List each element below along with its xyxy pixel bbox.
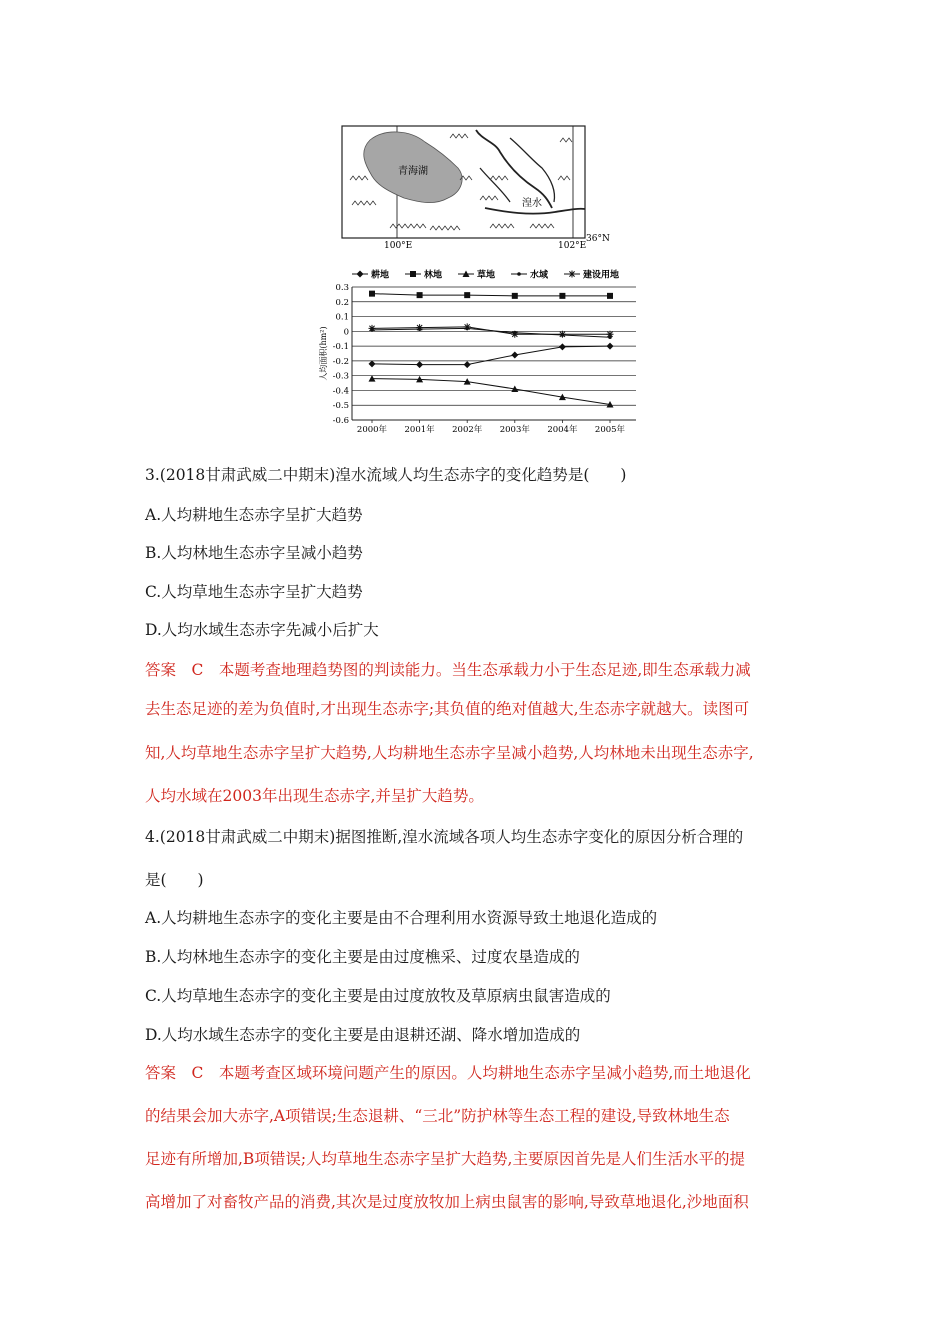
y-tick-label: 0.2: [335, 297, 349, 308]
legend-marker: [517, 272, 521, 276]
series-0-point: [607, 343, 614, 350]
x-tick-label: 2005年: [594, 425, 626, 435]
legend-marker: [410, 271, 416, 277]
series-1-point: [607, 293, 613, 299]
legend-label: 水域: [530, 270, 549, 281]
q3-option-b: B.人均林地生态赤字呈减小趋势: [145, 544, 363, 562]
river-label: 湟水: [522, 198, 542, 209]
legend-label: 建设用地: [583, 270, 620, 281]
series-1-point: [369, 291, 375, 297]
x-tick-label: 2000年: [356, 425, 388, 435]
y-tick-label: -0.5: [332, 401, 349, 412]
y-tick-label: -0.3: [332, 371, 349, 382]
series-4-point: [559, 331, 566, 338]
x-tick-label: 2004年: [547, 425, 578, 435]
q4-answer-line-1: 答案 C 本题考查区域环境问题产生的原因。人均耕地生态赤字呈减小趋势,而土地退化: [145, 1064, 751, 1082]
q3-answer-line-3: 知,人均草地生态赤字呈扩大趋势,人均耕地生态赤字呈减小趋势,人均林地未出现生态赤字,: [145, 744, 754, 762]
x-tick-label: 2003年: [499, 425, 530, 435]
series-4-point: [416, 324, 423, 331]
q4-stem-line-1: 4.(2018甘肃武威二中期末)据图推断,湟水流域各项人均生态赤字变化的原因分析合理的: [145, 828, 744, 846]
y-tick-label: -0.1: [332, 342, 349, 353]
y-tick-label: 0.3: [335, 283, 349, 293]
q3-option-d: D.人均水域生态赤字先减小后扩大: [145, 621, 379, 639]
series-line-2: [372, 379, 610, 405]
series-0-point: [559, 343, 566, 350]
series-1-point: [464, 292, 470, 298]
q3-answer-line-1: 答案 C 本题考查地理趋势图的判读能力。当生态承载力小于生态足迹,即生态承载力减: [145, 661, 751, 679]
ecological-deficit-chart: [319, 262, 650, 440]
q3-answer-line-4: 人均水域在2003年出现生态赤字,并呈扩大趋势。: [145, 787, 484, 805]
y-tick-label: 0.1: [335, 312, 349, 323]
series-4-point: [369, 325, 376, 332]
x-tick-label: 2002年: [452, 425, 483, 435]
y-axis-label: 人均面积(hm²): [319, 326, 328, 381]
legend-label: 林地: [424, 270, 443, 281]
series-0-point: [511, 351, 518, 358]
series-4-point: [464, 323, 471, 330]
q4-stem-line-2: 是( ): [145, 871, 204, 889]
q3-stem: 3.(2018甘肃武威二中期末)湟水流域人均生态赤字的变化趋势是( ): [145, 466, 627, 484]
series-1-point: [417, 292, 423, 298]
y-tick-label: -0.6: [332, 416, 349, 426]
q4-answer-line-4: 高增加了对畜牧产品的消费,其次是过度放牧加上病虫鼠害的影响,导致草地退化,沙地面积: [145, 1193, 749, 1211]
series-4-point: [511, 331, 518, 338]
series-line-3: [372, 328, 610, 337]
q4-option-c: C.人均草地生态赤字的变化主要是由过度放牧及草原病虫鼠害造成的: [145, 987, 611, 1005]
q4-answer-line-3: 足迹有所增加,B项错误;人均草地生态赤字呈扩大趋势,主要原因首先是人们生活水平的提: [145, 1150, 745, 1168]
lon-right-label: 102°E: [558, 241, 587, 251]
legend-label: 草地: [477, 270, 496, 281]
lat-label: 36°N: [586, 234, 610, 244]
q3-answer-line-2: 去生态足迹的差为负值时,才出现生态赤字;其负值的绝对值越大,生态赤字就越大。读图可: [145, 700, 750, 718]
x-tick-label: 2001年: [404, 425, 435, 435]
legend-marker: [569, 271, 576, 278]
series-line-4: [372, 327, 610, 334]
q4-option-b: B.人均林地生态赤字的变化主要是由过度樵采、过度农垦造成的: [145, 948, 580, 966]
y-tick-label: 0: [343, 327, 349, 338]
series-1-point: [512, 293, 518, 299]
q4-answer-line-2: 的结果会加大赤字,A项错误;生态退耕、“三北”防护林等生态工程的建设,导致林地生态: [145, 1107, 730, 1125]
series-line-0: [372, 346, 610, 364]
series-0-point: [369, 360, 376, 367]
legend-marker: [357, 271, 364, 278]
q4-option-a: A.人均耕地生态赤字的变化主要是由不合理利用水资源导致土地退化造成的: [145, 909, 658, 927]
series-1-point: [559, 293, 565, 299]
q4-option-d: D.人均水域生态赤字的变化主要是由退耕还湖、降水增加造成的: [145, 1026, 581, 1044]
series-line-1: [372, 294, 610, 296]
q3-option-a: A.人均耕地生态赤字呈扩大趋势: [145, 506, 363, 524]
y-tick-label: -0.2: [332, 356, 349, 367]
series-0-point: [416, 361, 423, 368]
series-0-point: [464, 361, 471, 368]
lake-label: 青海湖: [398, 166, 428, 177]
q3-option-c: C.人均草地生态赤字呈扩大趋势: [145, 583, 363, 601]
legend-label: 耕地: [371, 270, 390, 281]
lon-left-label: 100°E: [384, 241, 413, 251]
qinghai-map: [330, 120, 625, 260]
y-tick-label: -0.4: [332, 386, 349, 397]
series-4-point: [607, 331, 614, 338]
